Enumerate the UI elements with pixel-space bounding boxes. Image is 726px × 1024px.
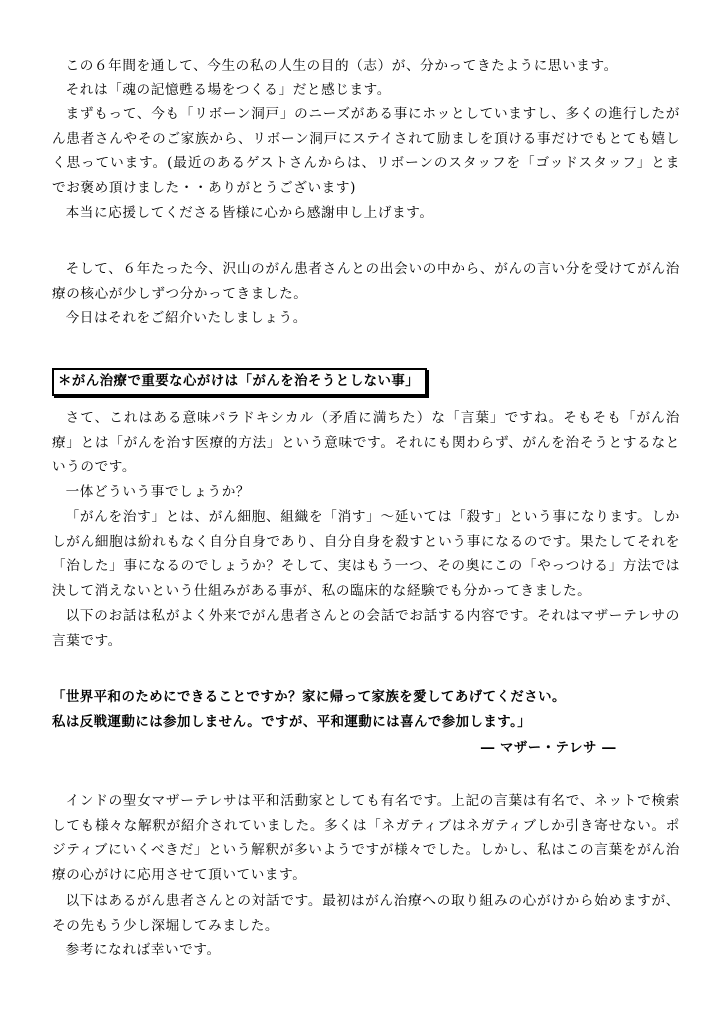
section-heading: ＊がん治療で重要な心がけは「がんを治そうとしない事」: [52, 368, 427, 396]
closing-paragraph-1: インドの聖女マザーテレサは平和活動家としても有名です。上記の言葉は有名で、ネットで検索しても様々な解釈が紹介されていました。多くは「ネガティブはネガティブしか引き寄せない。ポジティブにいくべきだ」という解釈が多いようですが様々でした。しかし、私はこの言葉をがん治療の心がけに応用させて頂いています。: [52, 793, 680, 883]
quote-line-2: 私は反戦運動には参加しません。ですが、平和運動には喜んで参加します。」: [52, 715, 532, 730]
intro-paragraph-4: 本当に応援してくださる皆様に心から感謝申し上げます。: [65, 205, 434, 221]
intro-paragraph-1: この６年間を通して、今生の私の人生の目的（志）が、分かってきたように思います。: [65, 58, 618, 74]
intro-paragraph-2: それは「魂の記憶甦る場をつくる」だと感じます。: [65, 82, 391, 98]
intro-paragraph-3: まずもって、今も「リボーン洞戸」のニーズがある事にホッとしていますし、多くの進行したがん患者さんやそのご家族から、リボーン洞戸にステイされて励ましを頂ける事だけでもとても嬉しく思っています。(最近のあるゲストさんからは、リボーンのスタッフを「ゴッドスタッフ」とまでお褒め頂けました・・ありがとうございます): [52, 106, 680, 196]
body-paragraph-2: 一体どういう事でしょうか？: [65, 484, 251, 500]
section2-paragraph-1: そして、６年たった今、沢山のがん患者さんとの出会いの中から、がんの言い分を受けてがん治療の核心が少しずつ分かってきました。: [52, 261, 680, 302]
quote-line-1: 「世界平和のためにできることですか？家に帰って家族を愛してあげてください。: [52, 690, 566, 705]
section2-paragraph-2: 今日はそれをご紹介いたしましょう。: [65, 310, 307, 326]
body-paragraph-1: さて、これはある意味パラドキシカル（矛盾に満ちた）な「言葉」ですね。そもそも「がん治療」とは「がんを治す医療的方法」という意味です。それにも関わらず、がんを治そうとするなというのです。: [52, 410, 680, 475]
quote-attribution: ― マザー・テレサ ―: [480, 741, 616, 756]
closing-paragraph-3: 参考になれば幸いです。: [65, 942, 221, 958]
closing-paragraph-2: 以下はあるがん患者さんとの対話です。最初はがん治療への取り組みの心がけから始めますが、その先もう少し深堀してみました。: [52, 893, 680, 934]
body-paragraph-4: 以下のお話は私がよく外来でがん患者さんとの会話でお話する内容です。それはマザーテレサの言葉です。: [52, 608, 680, 649]
body-paragraph-3: 「がんを治す」とは、がん細胞、組織を「消す」～延いては「殺す」という事になります。しかしがん細胞は紛れもなく自分自身であり、自分自身を殺すという事になるのです。果たしてそれを「治した」事になるのでしょうか？そして、実はもう一つ、その奥にこの「やっつける」方法では決して消えないという仕組みがある事が、私の臨床的な経験でも分かってきました。: [52, 509, 680, 599]
